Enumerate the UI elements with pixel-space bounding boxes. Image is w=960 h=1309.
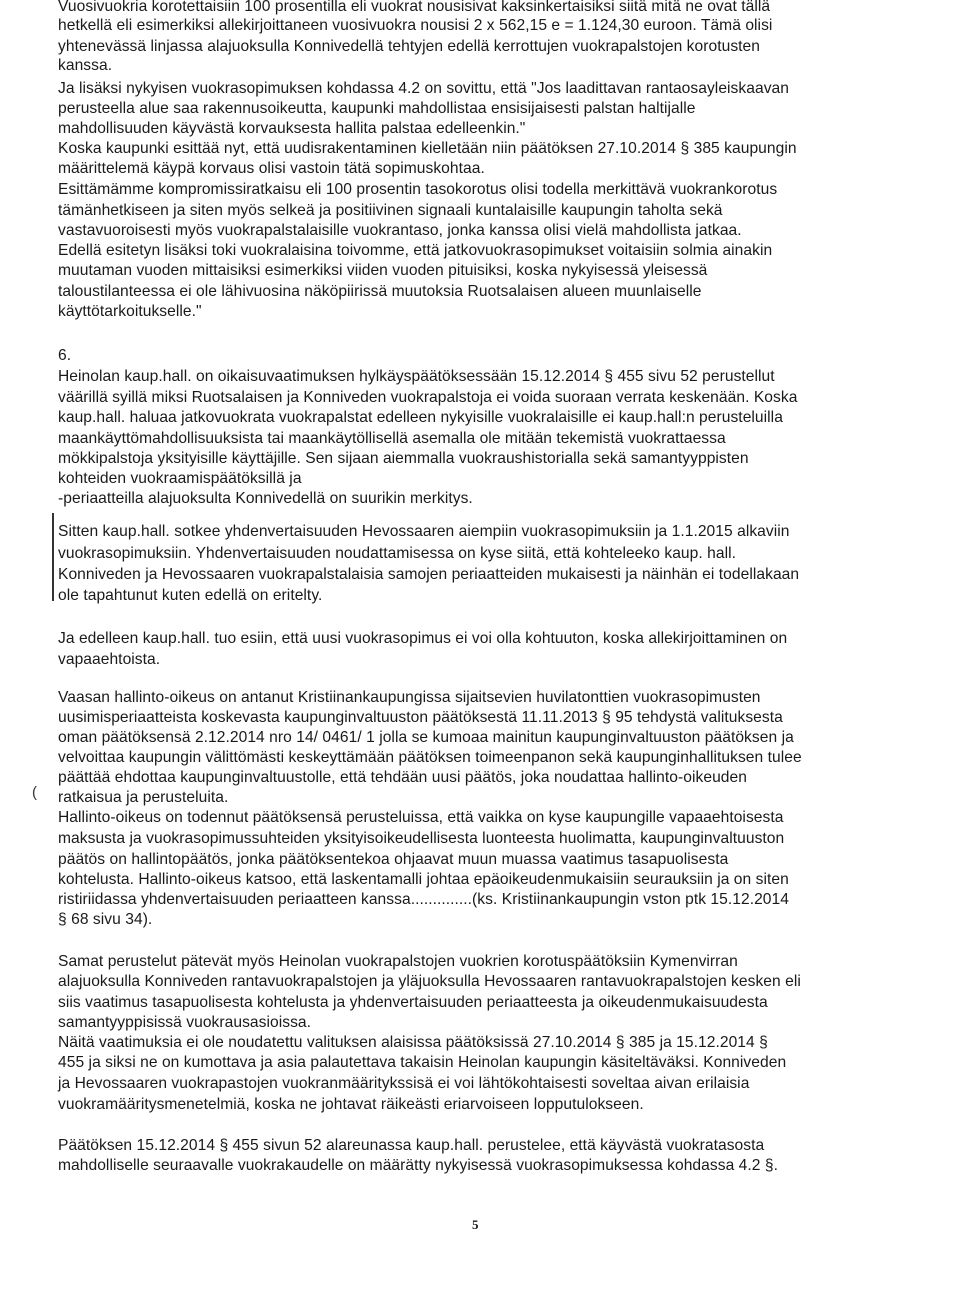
text-line: velvoittaa kaupungin välittömästi keskeyttämään päätöksen toimeenpanon sekä kaupunginhallituksen tulee xyxy=(58,749,802,766)
text-line: alajuoksulla Konniveden rantavuokrapalstojen ja yläjuoksulla Hevossaaren rantavuokrapalstojen kesken eli xyxy=(58,973,801,990)
text-line: vastavuoroisesti myös vuokrapalstalaisille vuokrantaso, jonka kanssa olisi vielä mahdollista jatkaa. xyxy=(58,222,742,239)
text-line: Koska kaupunki esittää nyt, että uudisrakentaminen kielletään niin päätöksen 27.10.2014 § 385 kaupungin xyxy=(58,140,797,157)
text-line: kohteiden vuokraamispäätöksillä ja xyxy=(58,470,302,487)
text-line: ja Hevossaaren vuokrapastojen vuokranmääritykssisä ei voi lähtökohtaisesti soveltaa aivan erilaisia xyxy=(58,1075,750,1092)
text-line: tämänhetkiseen ja siten myös selkeä ja positiivinen signaali kuntalaisille kaupungin taholta sekä xyxy=(58,202,723,219)
text-line: määrittelemä käypä korvaus olisi vastoin tätä sopimuskohtaa. xyxy=(58,160,485,177)
text-line: Ja edelleen kaup.hall. tuo esiin, että uusi vuokrasopimus ei voi olla kohtuuton, koska allekirjoittaminen on xyxy=(58,630,788,647)
text-line: ratkaisua ja perusteluita. xyxy=(58,789,229,806)
text-line: päätös on hallintopäätös, jonka päätöksentekoa ohjaavat muun muassa vaatimus tasapuolisesta xyxy=(58,851,729,868)
text-line: mahdolliselle seuraavalle vuokrakaudelle on määrätty nykyisessä vuokrasopimuksessa kohdassa 4.2 §. xyxy=(58,1157,778,1174)
text-line: taloustilanteessa ei ole lähivuosina näköpiirissä muutoksia Ruotsalaisen alueen muunlaiselle xyxy=(58,283,702,300)
margin-bar xyxy=(52,513,54,601)
text-line: Näitä vaatimuksia ei ole noudatettu valituksen alaisissa päätöksissä 27.10.2014 § 385 ja 15.12.2014 § xyxy=(58,1034,768,1051)
text-line: Esittämämme kompromissiratkaisu eli 100 prosentin tasokorotus olisi todella merkittävä vuokrankorotus xyxy=(58,181,778,198)
text-line: Konniveden ja Hevossaaren vuokrapalstalaisia samojen periaatteiden mukaisesti ja näinhän ei todellakaan xyxy=(58,566,800,583)
text-line: -periaatteilla alajuoksulta Konnivedellä on suurikin merkitys. xyxy=(58,490,473,507)
text-line: Vaasan hallinto-oikeus on antanut Kristiinankaupungissa sijaitsevien huvilatonttien vuokrasopimusten xyxy=(58,689,761,706)
text-line: 455 ja siksi ne on kumottava ja asia palautettava takaisin Heinolan kaupungin käsiteltäväksi. Konniveden xyxy=(58,1054,787,1071)
margin-mark: ( xyxy=(32,784,37,801)
text-line: vapaaehtoista. xyxy=(58,651,161,668)
text-line: maksusta ja vuokrasopimussuhteiden yksityisoikeudellisesta luonteesta huolimatta, kaupunginvaltuuston xyxy=(58,830,785,847)
text-line: uusimisperiaatteista koskevasta kaupunginvaltuuston päätöksestä 11.11.2013 § 95 tehdystä valituksesta xyxy=(58,709,783,726)
text-line: ristiriidassa yhdenvertaisuuden periaatteen kanssa..............(ks. Kristiinankaupungin vston ptk 15.12.2014 xyxy=(58,891,789,908)
text-line: kaup.hall. haluaa jatkovuokrata vuokrapalstat edelleen nykyisille vuokralaisille ei kaup.hall:n perusteluilla xyxy=(58,409,783,426)
text-line: mahdollisuuden käyvästä korvauksesta hallita palstaa edelleenkin." xyxy=(58,120,526,137)
section-number: 6. xyxy=(58,347,72,364)
text-line: päättää ehdottaa kaupunginvaltuustolle, että tehdään uusi päätös, joka noudattaa hallinto-oikeuden xyxy=(58,769,747,786)
text-line: vuokramääritysmenetelmiä, koska ne johtavat räikeästi eriarvoiseen lopputulokseen. xyxy=(58,1096,644,1113)
text-line: Päätöksen 15.12.2014 § 455 sivun 52 alareunassa kaup.hall. perustelee, että käyvästä vuokratasosta xyxy=(58,1137,765,1154)
text-line: kohtelusta. Hallinto-oikeus katsoo, että laskentamalli johtaa epäoikeudenmukaisiin seurauksiin ja on siten xyxy=(58,871,789,888)
text-line: samantyyppisissä vuokrausasioissa. xyxy=(58,1014,312,1031)
text-line: Sitten kaup.hall. sotkee yhdenvertaisuuden Hevossaaren aiempiin vuokrasopimuksiin ja 1.1.2015 alkaviin xyxy=(58,523,790,540)
text-line: siis vaatimus tasapuolisesta kohtelusta ja yhdenvertaisuuden periaatteesta ja oikeudenmukaisuudesta xyxy=(58,994,768,1011)
text-line: oman päätöksensä 2.12.2014 nro 14/ 0461/ 1 jolla se kumoaa mainitun kaupunginvaltuuston päätöksen ja xyxy=(58,729,794,746)
text-line: maankäyttömahdollisuuksista tai maankäytöllisellä asemalla ole mitään tekemistä vuokrattaessa xyxy=(58,430,726,447)
text-line: kanssa. xyxy=(58,57,113,74)
text-line: vuokrasopimuksiin. Yhdenvertaisuuden noudattamisessa on kyse siitä, että kohteleeko kaup. hall. xyxy=(58,545,736,562)
text-line: Samat perustelut pätevät myös Heinolan vuokrapalstojen vuokrien korotuspäätöksiin Kymenvirran xyxy=(58,953,738,970)
text-line: hetkellä eli esimerkiksi allekirjoittaneen vuosivuokra nousisi 2 x 562,15 e = 1.124,30 euroon. Tämä olisi xyxy=(58,17,773,34)
text-line: Heinolan kaup.hall. on oikaisuvaatimuksen hylkäyspäätöksessään 15.12.2014 § 455 sivu 52 perustellut xyxy=(58,368,775,385)
text-line: ole tapahtunut kuten edellä on eritelty. xyxy=(58,587,323,604)
text-line: perusteella alue saa rakennusoikeutta, kaupunki mahdollistaa ensisijaisesti palstan haltijalle xyxy=(58,100,696,117)
page-number: 5 xyxy=(472,1217,479,1232)
text-line: Edellä esitetyn lisäksi toki vuokralaisina toivomme, että jatkovuokrasopimukset voitaisiin solmia ainakin xyxy=(58,242,773,259)
text-line: mökkipalstoja yksityisille käyttäjille. Sen sijaan aiemmalla vuokraushistorialla sekä samantyyppisten xyxy=(58,450,749,467)
text-line: yhtenevässä linjassa alajuoksulla Konnivedellä tehtyjen edellä kerrottujen vuokrapalstojen korotusten xyxy=(58,38,761,55)
text-line: Vuosivuokria korotettaisiin 100 prosentilla eli vuokrat nousisivat kaksinkertaisiksi siitä mitä ne ovat tällä xyxy=(58,0,771,15)
text-line: käyttötarkoitukselle." xyxy=(58,303,202,320)
text-line: väärillä syillä miksi Ruotsalaisen ja Konniveden vuokrapalstoja ei voida suoraan verrata keskenään. Koska xyxy=(58,389,798,406)
text-line: Ja lisäksi nykyisen vuokrasopimuksen kohdassa 4.2 on sovittu, että "Jos laadittavan rantaosayleiskaavan xyxy=(58,80,789,97)
text-line: § 68 sivu 34). xyxy=(58,911,153,928)
text-line: Hallinto-oikeus on todennut päätöksensä perusteluissa, että vaikka on kyse kaupungille vapaaehtoisesta xyxy=(58,809,784,826)
text-line: muutaman vuoden mittaisiksi esimerkiksi viiden vuoden pituisiksi, koska nykyisessä yleisessä xyxy=(58,262,708,279)
